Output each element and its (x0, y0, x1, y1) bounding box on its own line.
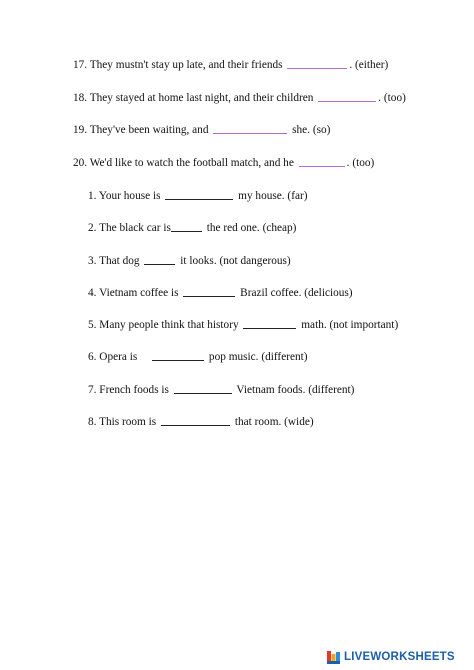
sentence-b6 (88, 350, 308, 364)
sentence-b6-suffix: pop music. (different) (208, 351, 308, 363)
sentence-20-prefix: 20. We'd like to watch the football match, and he (73, 157, 294, 169)
sentence-b1 (88, 189, 308, 203)
sentence-17 (73, 58, 388, 72)
sentence-17-suffix: . (either) (349, 59, 389, 71)
liveworksheets-logo-text: LIVEWORKSHEETS (344, 651, 455, 663)
answer-blank-b3[interactable] (144, 263, 175, 265)
sentence-18-suffix: . (too) (378, 92, 406, 104)
answer-blank-b5[interactable] (243, 327, 296, 329)
sentence-19-prefix: 19. They've been waiting, and (73, 124, 209, 136)
sentence-b3-suffix: it looks. (not dangerous) (180, 255, 291, 267)
answer-blank-20[interactable] (299, 165, 345, 167)
answer-blank-b6[interactable] (152, 359, 204, 361)
liveworksheets-logo-icon (326, 650, 341, 665)
sentence-b1-prefix: 1. Your house is (88, 190, 161, 202)
sentence-b3-prefix: 3. That dog (88, 255, 140, 267)
sentence-b6-prefix: 6. Opera is (88, 351, 138, 363)
sentence-18 (73, 91, 406, 105)
answer-blank-b4[interactable] (183, 295, 235, 297)
sentence-17-prefix: 17. They mustn't stay up late, and their friends (73, 59, 283, 71)
sentence-18-prefix: 18. They stayed at home last night, and their children (73, 92, 314, 104)
sentence-b3 (88, 254, 291, 268)
sentence-20-suffix: . (too) (346, 157, 375, 169)
liveworksheets-footer (326, 649, 455, 665)
sentence-b8-prefix: 8. This room is (88, 416, 157, 428)
sentence-19 (73, 123, 330, 137)
answer-blank-17[interactable] (287, 67, 347, 69)
sentence-b4-suffix: Brazil coffee. (delicious) (240, 287, 353, 299)
sentence-20 (73, 156, 374, 170)
sentence-b8-suffix: that room. (wide) (234, 416, 314, 428)
answer-blank-19[interactable] (213, 132, 287, 134)
sentence-b4-prefix: 4. Vietnam coffee is (88, 287, 179, 299)
sentence-b1-suffix: my house. (far) (238, 190, 308, 202)
answer-blank-b8[interactable] (161, 424, 230, 426)
sentence-b2 (88, 221, 296, 235)
sentence-b7 (88, 383, 354, 397)
sentence-b2-prefix: 2. The black car is (88, 222, 171, 234)
sentence-b2-suffix: the red one. (cheap) (206, 222, 297, 234)
answer-blank-b2[interactable] (171, 230, 202, 232)
sentence-b8 (88, 415, 314, 429)
sentence-b5-suffix: math. (not important) (301, 319, 399, 331)
sentence-b7-suffix: Vietnam foods. (different) (236, 384, 355, 396)
answer-blank-b1[interactable] (165, 198, 233, 200)
sentence-b7-prefix: 7. French foods is (88, 384, 169, 396)
sentence-b4 (88, 286, 353, 300)
sentence-b5-prefix: 5. Many people think that history (88, 319, 239, 331)
answer-blank-18[interactable] (318, 100, 376, 102)
sentence-19-suffix: she. (so) (292, 124, 331, 136)
sentence-b5 (88, 318, 398, 332)
answer-blank-b7[interactable] (174, 392, 232, 394)
